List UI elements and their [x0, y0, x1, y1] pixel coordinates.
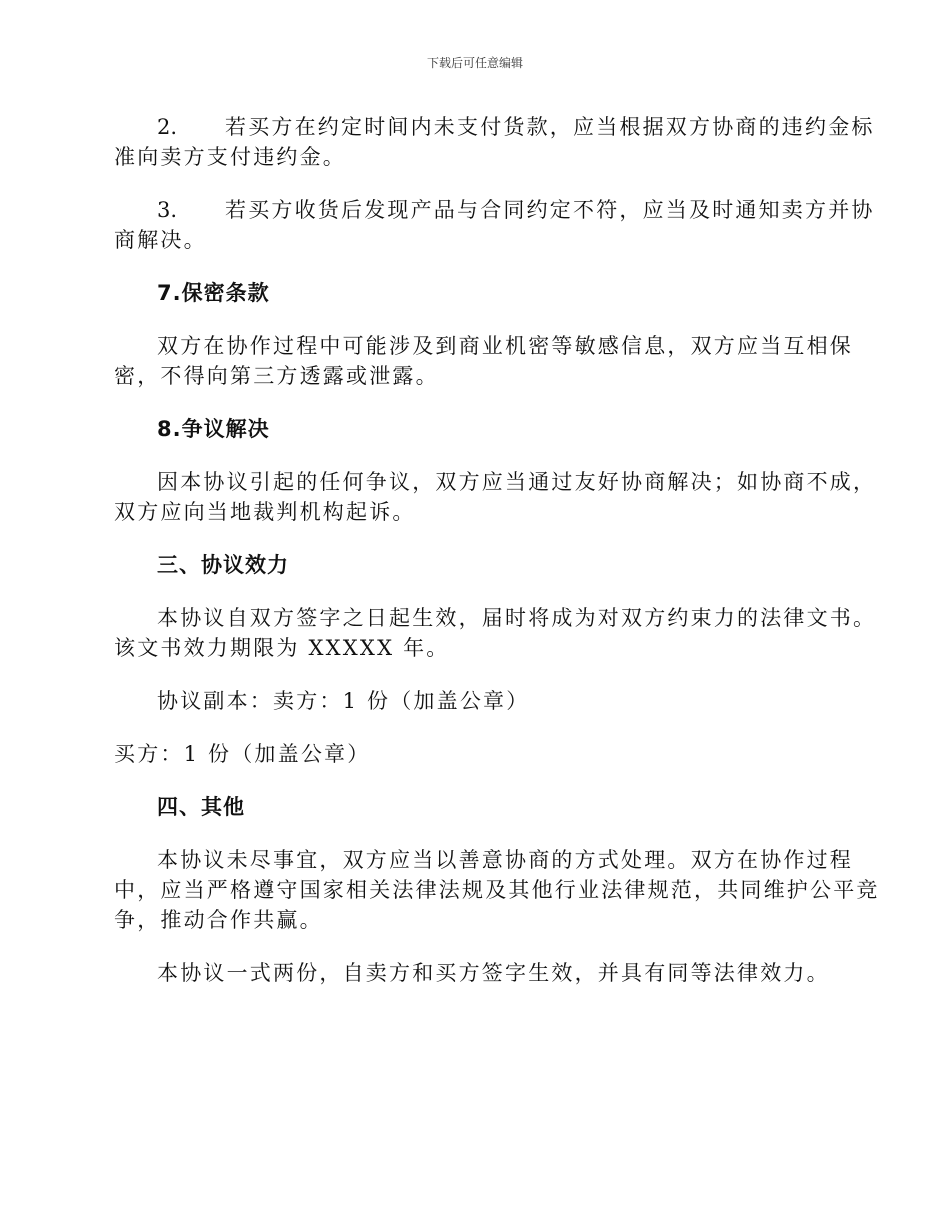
paragraph-final: 本协议一式两份，自卖方和买方签字生效，并具有同等法律效力。 — [157, 961, 830, 985]
paragraph-other: 本协议未尽事宜，双方应当以善意协商的方式处理。双方在协作过程 中，应当严格遵守国家相关法律法规及其他行业法律规范，共同维护公平竞 争，推动合作共赢。 — [114, 848, 880, 932]
copies-line: 协议副本：卖方：1 份（加盖公章） — [157, 689, 530, 713]
section-heading-other: 四、其他 — [157, 795, 245, 819]
section-heading-validity: 三、协议效力 — [157, 553, 289, 577]
section-heading-dispute: 8.争议解决 — [157, 417, 270, 441]
list-item-text-continued: 准向卖方支付违约金。 — [114, 145, 346, 169]
list-item-text: 若买方收货后发现产品与合同约定不符，应当及时通知卖方并协 — [225, 198, 875, 222]
list-number: 2. — [157, 115, 178, 139]
paragraph-validity: 本协议自双方签字之日起生效，届时将成为对双方约束力的法律文书。 该文书效力期限为 XXXXX 年。 — [114, 606, 877, 660]
list-item-3 — [114, 195, 875, 255]
section-heading-confidentiality: 7.保密条款 — [157, 281, 270, 305]
document-body — [114, 112, 880, 1011]
list-number: 3. — [157, 198, 178, 222]
buyer-copies-line: 买方：1 份（加盖公章） — [114, 742, 371, 766]
page-header: 下载后可任意编辑 — [426, 56, 523, 70]
paragraph-confidentiality: 双方在协作过程中可能涉及到商业机密等敏感信息，双方应当互相保 密，不得向第三方透露或泄露。 — [114, 334, 853, 388]
list-item-2 — [114, 112, 875, 172]
list-item-text-continued: 商解决。 — [114, 228, 207, 252]
paragraph-dispute: 因本协议引起的任何争议，双方应当通过友好协商解决；如协商不成， 双方应向当地裁判机构起诉。 — [114, 470, 877, 524]
list-item-text: 若买方在约定时间内未支付货款，应当根据双方协商的违约金标 — [225, 115, 875, 139]
